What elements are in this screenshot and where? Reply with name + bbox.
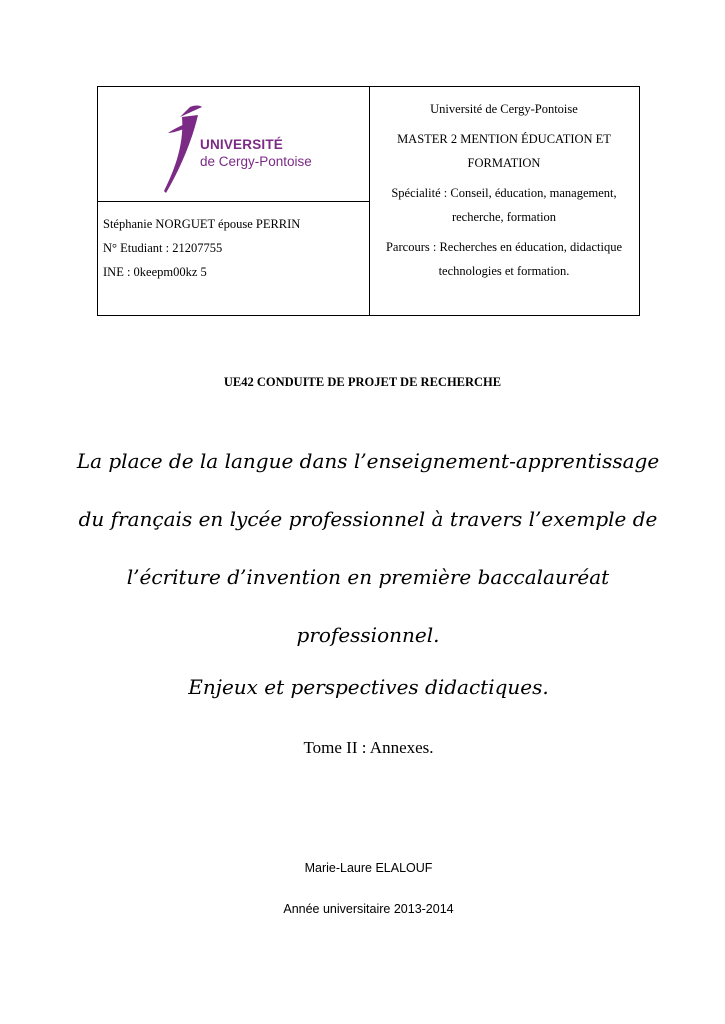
parcours-line-1: Parcours : Recherches en éducation, didactique <box>385 240 623 254</box>
supervisor-name: Marie-Laure ELALOUF <box>304 861 433 875</box>
academic-year: Année universitaire 2013-2014 <box>283 902 454 916</box>
logo-text-universite: UNIVERSITÉ <box>200 137 284 152</box>
logo-text-cergy: de Cergy-Pontoise <box>200 154 312 169</box>
master-line-1: MASTER 2 MENTION ÉDUCATION ET <box>397 132 611 146</box>
student-name: Stéphanie NORGUET épouse PERRIN <box>103 217 301 231</box>
thesis-title <box>50 432 686 664</box>
specialite-line-2: recherche, formation <box>451 210 557 224</box>
tome-label: Tome II : Annexes. <box>303 738 434 757</box>
student-number: N° Etudiant : 21207755 <box>103 241 223 255</box>
title-line-4: professionnel. <box>296 623 440 647</box>
title-line-3: l’écriture d’invention en première baccalauréat <box>126 565 610 589</box>
course-title: UE42 CONDUITE DE PROJET DE RECHERCHE <box>223 375 502 389</box>
thesis-subtitle: Enjeux et perspectives didactiques. <box>188 675 549 699</box>
parcours-line-2: technologies et formation. <box>438 264 570 278</box>
student-info <box>103 212 300 284</box>
program-info <box>369 97 639 283</box>
student-ine: INE : 0keepm00kz 5 <box>103 265 207 279</box>
logo-cell <box>98 87 370 202</box>
university-name: Université de Cergy-Pontoise <box>430 102 578 116</box>
title-line-2: du français en lycée professionnel à travers l’exemple de <box>78 507 658 531</box>
master-line-2: FORMATION <box>467 156 541 170</box>
title-line-1: La place de la langue dans l’enseignement-apprentissage <box>76 449 660 473</box>
specialite-line-1: Spécialité : Conseil, éducation, management, <box>391 186 617 200</box>
university-logo-icon <box>160 103 204 195</box>
